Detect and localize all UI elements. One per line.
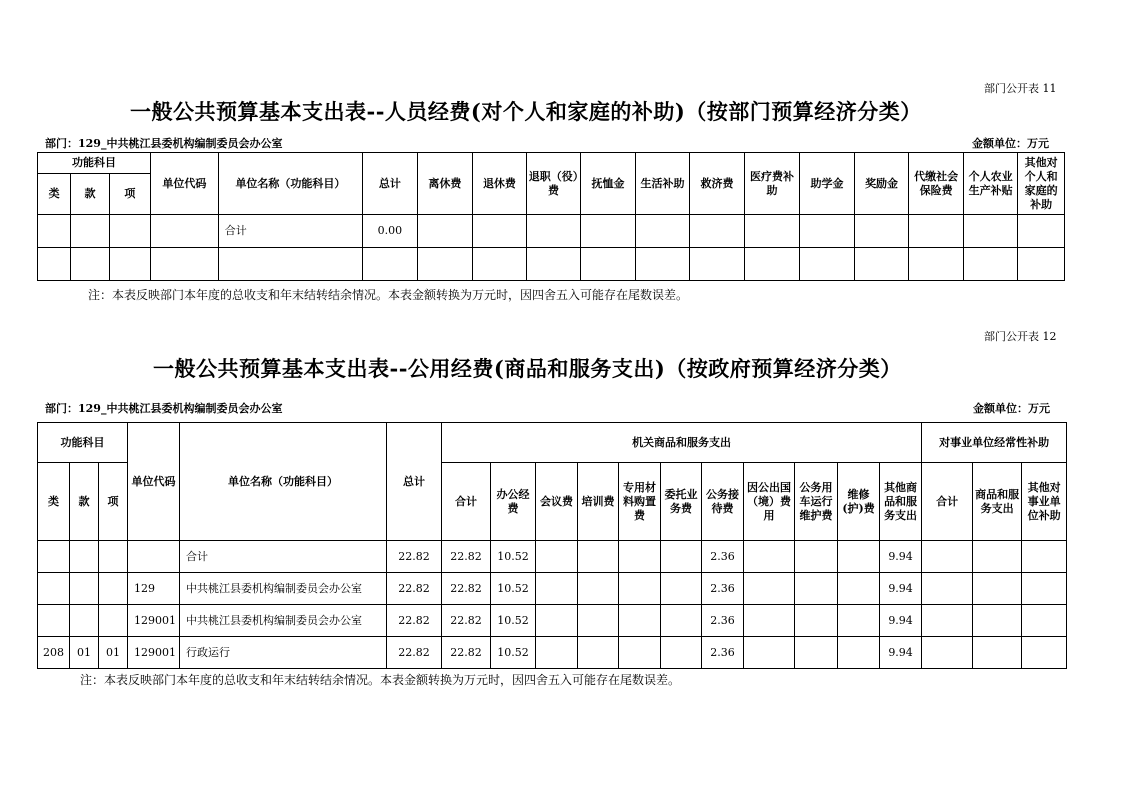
header-col: 维修(护)费 [838, 463, 880, 541]
row-cell [744, 637, 795, 669]
row-cell: 10.52 [491, 637, 536, 669]
row-cell [744, 541, 795, 573]
page-title: 一般公共预算基本支出表--公用经费(商品和服务支出)（按政府预算经济分类） [153, 356, 902, 381]
row-lei [38, 541, 70, 573]
row-cell [536, 637, 578, 669]
header-unit-code: 单位代码 [128, 423, 180, 541]
header-col: 办公经费 [491, 463, 536, 541]
row-cell [578, 541, 619, 573]
table-note: 注：本表反映部门本年度的总收支和年末结转结余情况。本表金额转换为万元时，因四舍五入可能存在尾数误差。 [80, 673, 681, 687]
row-cell: 22.82 [442, 637, 491, 669]
header-function-subject: 功能科目 [38, 153, 151, 174]
header-col: 合计 [442, 463, 491, 541]
row-cell: 10.52 [491, 541, 536, 573]
header-kuan: 款 [71, 174, 109, 215]
row-cell [578, 637, 619, 669]
row-total: 22.82 [387, 541, 442, 573]
row-cell [578, 573, 619, 605]
row-lei: 208 [38, 637, 70, 669]
row-cell [619, 573, 661, 605]
table-row [38, 215, 1065, 248]
row-cell [1022, 541, 1067, 573]
row-unit-code: 129001 [128, 637, 180, 669]
header-col: 培训费 [578, 463, 619, 541]
header-col: 合计 [922, 463, 973, 541]
row-cell [922, 541, 973, 573]
header-col: 其他对事业单位补助 [1022, 463, 1067, 541]
header-xiang: 项 [109, 174, 150, 215]
row-total: 22.82 [387, 573, 442, 605]
row-total: 0.00 [363, 215, 418, 248]
table-row [38, 541, 1067, 573]
row-unit-name: 中共桃江县委机构编制委员会办公室 [180, 573, 387, 605]
row-unit-code [128, 541, 180, 573]
row-cell [922, 637, 973, 669]
header-col: 奖励金 [854, 153, 909, 215]
table-number: 部门公开表 12 [984, 330, 1057, 343]
table-row [38, 637, 1067, 669]
header-group-agency-goods-services: 机关商品和服务支出 [442, 423, 922, 463]
row-unit-name: 行政运行 [180, 637, 387, 669]
header-group-institution-subsidy: 对事业单位经常性补助 [922, 423, 1067, 463]
row-cell: 2.36 [702, 605, 744, 637]
row-cell [922, 605, 973, 637]
row-unit-code: 129001 [128, 605, 180, 637]
header-unit-name: 单位名称（功能科目） [218, 153, 362, 215]
row-cell [661, 541, 702, 573]
row-cell: 22.82 [442, 573, 491, 605]
row-cell [1022, 605, 1067, 637]
row-cell [619, 541, 661, 573]
row-cell: 9.94 [880, 637, 922, 669]
header-col: 因公出国（境）费用 [744, 463, 795, 541]
row-cell [536, 605, 578, 637]
row-cell [619, 605, 661, 637]
header-col: 会议费 [536, 463, 578, 541]
row-cell [795, 541, 838, 573]
header-col: 其他商品和服务支出 [880, 463, 922, 541]
row-cell [661, 573, 702, 605]
row-cell [973, 637, 1022, 669]
header-kuan: 款 [70, 463, 99, 541]
row-cell [973, 541, 1022, 573]
row-name: 合计 [218, 215, 362, 248]
header-col: 离休费 [417, 153, 473, 215]
table-number: 部门公开表 11 [984, 82, 1057, 95]
header-col: 退休费 [473, 153, 527, 215]
personnel-expense-table [37, 152, 1065, 281]
header-unit-name: 单位名称（功能科目） [180, 423, 387, 541]
row-lei [38, 573, 70, 605]
page-title: 一般公共预算基本支出表--人员经费(对个人和家庭的补助)（按部门预算经济分类） [130, 99, 922, 124]
row-cell: 22.82 [442, 541, 491, 573]
header-col: 救济费 [690, 153, 745, 215]
row-cell [973, 573, 1022, 605]
row-cell: 2.36 [702, 573, 744, 605]
header-col: 公务用车运行维护费 [795, 463, 838, 541]
row-cell: 2.36 [702, 637, 744, 669]
header-total: 总计 [387, 423, 442, 541]
row-total: 22.82 [387, 605, 442, 637]
row-cell [922, 573, 973, 605]
table-row [38, 605, 1067, 637]
header-col: 专用材料购置费 [619, 463, 661, 541]
row-cell [661, 605, 702, 637]
row-cell [973, 605, 1022, 637]
row-cell [744, 605, 795, 637]
header-col: 商品和服务支出 [973, 463, 1022, 541]
header-col: 退职（役）费 [526, 153, 581, 215]
header-col: 个人农业生产补贴 [963, 153, 1018, 215]
row-unit-name: 中共桃江县委机构编制委员会办公室 [180, 605, 387, 637]
row-unit-code: 129 [128, 573, 180, 605]
row-cell: 22.82 [442, 605, 491, 637]
header-col: 委托业务费 [661, 463, 702, 541]
row-total: 22.82 [387, 637, 442, 669]
header-total: 总计 [363, 153, 418, 215]
row-cell: 9.94 [880, 573, 922, 605]
row-unit-name: 合计 [180, 541, 387, 573]
table-row [38, 248, 1065, 281]
header-col: 公务接待费 [702, 463, 744, 541]
amount-unit-label: 金额单位：万元 [972, 137, 1049, 150]
row-cell [838, 573, 880, 605]
row-cell [619, 637, 661, 669]
header-unit-code: 单位代码 [151, 153, 219, 215]
row-cell: 9.94 [880, 541, 922, 573]
public-expense-table [37, 422, 1067, 669]
row-cell [838, 541, 880, 573]
row-cell [744, 573, 795, 605]
department-label: 部门：129_中共桃江县委机构编制委员会办公室 [45, 137, 283, 150]
row-kuan [70, 541, 99, 573]
row-xiang [99, 605, 128, 637]
header-col: 医疗费补助 [744, 153, 800, 215]
header-col: 生活补助 [635, 153, 690, 215]
row-cell [578, 605, 619, 637]
row-lei [38, 605, 70, 637]
row-cell [838, 605, 880, 637]
row-cell [536, 573, 578, 605]
row-cell [795, 573, 838, 605]
row-cell [661, 637, 702, 669]
row-xiang [99, 541, 128, 573]
header-xiang: 项 [99, 463, 128, 541]
row-cell [795, 605, 838, 637]
row-kuan [70, 573, 99, 605]
table-row [38, 573, 1067, 605]
row-kuan [70, 605, 99, 637]
row-cell [536, 541, 578, 573]
row-kuan: 01 [70, 637, 99, 669]
row-cell: 2.36 [702, 541, 744, 573]
header-function-subject: 功能科目 [38, 423, 128, 463]
header-col: 抚恤金 [581, 153, 636, 215]
row-xiang: 01 [99, 637, 128, 669]
header-col: 代缴社会保险费 [909, 153, 964, 215]
row-cell [838, 637, 880, 669]
header-lei: 类 [38, 463, 70, 541]
row-cell [1022, 573, 1067, 605]
row-xiang [99, 573, 128, 605]
row-cell [1022, 637, 1067, 669]
department-label: 部门：129_中共桃江县委机构编制委员会办公室 [45, 402, 283, 415]
header-col: 其他对个人和家庭的补助 [1018, 153, 1065, 215]
header-col: 助学金 [800, 153, 855, 215]
row-cell: 10.52 [491, 605, 536, 637]
row-cell: 10.52 [491, 573, 536, 605]
row-cell [795, 637, 838, 669]
amount-unit-label: 金额单位：万元 [973, 402, 1050, 415]
row-cell: 9.94 [880, 605, 922, 637]
header-lei: 类 [38, 174, 71, 215]
table-note: 注：本表反映部门本年度的总收支和年末结转结余情况。本表金额转换为万元时，因四舍五入可能存在尾数误差。 [88, 288, 689, 302]
